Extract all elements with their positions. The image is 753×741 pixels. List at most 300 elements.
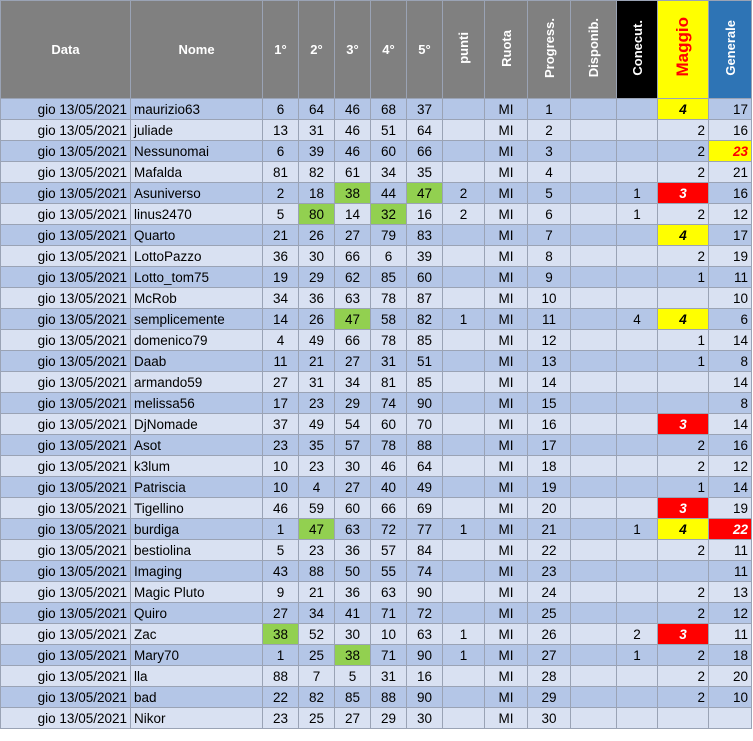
cell-name[interactable]: k3lum — [131, 456, 263, 477]
cell-punti[interactable] — [443, 477, 485, 498]
cell-number-1[interactable]: 23 — [263, 708, 299, 729]
cell-maggio[interactable] — [658, 708, 709, 729]
cell-number-3[interactable]: 30 — [335, 624, 371, 645]
cell-name[interactable]: burdiga — [131, 519, 263, 540]
cell-number-3[interactable]: 27 — [335, 477, 371, 498]
cell-name[interactable]: Quiro — [131, 603, 263, 624]
cell-punti[interactable] — [443, 246, 485, 267]
cell-ruota[interactable]: MI — [485, 99, 528, 120]
cell-disponib[interactable] — [571, 666, 617, 687]
cell-date[interactable]: gio 13/05/2021 — [1, 435, 131, 456]
cell-conecut[interactable] — [617, 288, 658, 309]
cell-number-1[interactable]: 6 — [263, 99, 299, 120]
cell-number-4[interactable]: 78 — [371, 288, 407, 309]
cell-conecut[interactable] — [617, 603, 658, 624]
cell-punti[interactable] — [443, 393, 485, 414]
cell-number-1[interactable]: 17 — [263, 393, 299, 414]
cell-number-4[interactable]: 68 — [371, 99, 407, 120]
cell-ruota[interactable]: MI — [485, 582, 528, 603]
cell-punti[interactable] — [443, 435, 485, 456]
cell-number-3[interactable]: 62 — [335, 267, 371, 288]
cell-number-4[interactable]: 63 — [371, 582, 407, 603]
cell-disponib[interactable] — [571, 267, 617, 288]
cell-number-1[interactable]: 4 — [263, 330, 299, 351]
cell-date[interactable]: gio 13/05/2021 — [1, 99, 131, 120]
cell-number-2[interactable]: 23 — [299, 393, 335, 414]
cell-generale[interactable]: 19 — [709, 246, 752, 267]
cell-ruota[interactable]: MI — [485, 246, 528, 267]
cell-number-5[interactable]: 74 — [407, 561, 443, 582]
cell-conecut[interactable] — [617, 540, 658, 561]
cell-progress[interactable]: 25 — [528, 603, 571, 624]
cell-number-5[interactable]: 51 — [407, 351, 443, 372]
cell-conecut[interactable] — [617, 435, 658, 456]
cell-conecut[interactable] — [617, 351, 658, 372]
cell-number-1[interactable]: 34 — [263, 288, 299, 309]
cell-number-3[interactable]: 63 — [335, 519, 371, 540]
cell-number-4[interactable]: 88 — [371, 687, 407, 708]
cell-date[interactable]: gio 13/05/2021 — [1, 225, 131, 246]
cell-disponib[interactable] — [571, 99, 617, 120]
cell-disponib[interactable] — [571, 309, 617, 330]
cell-disponib[interactable] — [571, 414, 617, 435]
cell-name[interactable]: Quarto — [131, 225, 263, 246]
cell-maggio[interactable]: 1 — [658, 477, 709, 498]
cell-number-2[interactable]: 21 — [299, 351, 335, 372]
header-generale[interactable] — [709, 1, 752, 99]
cell-number-2[interactable]: 30 — [299, 246, 335, 267]
cell-progress[interactable]: 29 — [528, 687, 571, 708]
cell-conecut[interactable]: 1 — [617, 519, 658, 540]
cell-date[interactable]: gio 13/05/2021 — [1, 414, 131, 435]
cell-ruota[interactable]: MI — [485, 183, 528, 204]
cell-number-2[interactable]: 4 — [299, 477, 335, 498]
cell-generale[interactable]: 20 — [709, 666, 752, 687]
header-n4[interactable]: 4° — [371, 1, 407, 99]
cell-generale[interactable]: 11 — [709, 540, 752, 561]
cell-ruota[interactable]: MI — [485, 225, 528, 246]
cell-number-2[interactable]: 36 — [299, 288, 335, 309]
cell-punti[interactable] — [443, 540, 485, 561]
cell-progress[interactable]: 22 — [528, 540, 571, 561]
cell-number-1[interactable]: 88 — [263, 666, 299, 687]
cell-number-1[interactable]: 36 — [263, 246, 299, 267]
cell-date[interactable]: gio 13/05/2021 — [1, 141, 131, 162]
cell-conecut[interactable] — [617, 120, 658, 141]
cell-number-3[interactable]: 85 — [335, 687, 371, 708]
cell-number-1[interactable]: 13 — [263, 120, 299, 141]
cell-name[interactable]: juliade — [131, 120, 263, 141]
cell-generale[interactable]: 22 — [709, 519, 752, 540]
cell-generale[interactable]: 8 — [709, 393, 752, 414]
cell-maggio[interactable]: 1 — [658, 351, 709, 372]
cell-progress[interactable]: 3 — [528, 141, 571, 162]
cell-number-1[interactable]: 37 — [263, 414, 299, 435]
cell-ruota[interactable]: MI — [485, 120, 528, 141]
cell-name[interactable]: bad — [131, 687, 263, 708]
cell-number-4[interactable]: 71 — [371, 603, 407, 624]
cell-date[interactable]: gio 13/05/2021 — [1, 477, 131, 498]
cell-number-1[interactable]: 11 — [263, 351, 299, 372]
cell-ruota[interactable]: MI — [485, 351, 528, 372]
cell-maggio[interactable]: 3 — [658, 414, 709, 435]
cell-number-2[interactable]: 39 — [299, 141, 335, 162]
cell-number-4[interactable]: 51 — [371, 120, 407, 141]
cell-generale[interactable]: 21 — [709, 162, 752, 183]
cell-name[interactable]: domenico79 — [131, 330, 263, 351]
cell-date[interactable]: gio 13/05/2021 — [1, 498, 131, 519]
cell-number-5[interactable]: 63 — [407, 624, 443, 645]
cell-progress[interactable]: 20 — [528, 498, 571, 519]
cell-number-5[interactable]: 90 — [407, 393, 443, 414]
cell-punti[interactable]: 2 — [443, 183, 485, 204]
cell-date[interactable]: gio 13/05/2021 — [1, 246, 131, 267]
cell-number-5[interactable]: 35 — [407, 162, 443, 183]
cell-number-2[interactable]: 23 — [299, 456, 335, 477]
cell-number-4[interactable]: 78 — [371, 435, 407, 456]
cell-punti[interactable] — [443, 372, 485, 393]
header-n5[interactable]: 5° — [407, 1, 443, 99]
cell-maggio[interactable] — [658, 288, 709, 309]
cell-number-3[interactable]: 27 — [335, 351, 371, 372]
cell-progress[interactable]: 13 — [528, 351, 571, 372]
cell-disponib[interactable] — [571, 582, 617, 603]
cell-number-5[interactable]: 60 — [407, 267, 443, 288]
cell-number-5[interactable]: 30 — [407, 708, 443, 729]
cell-number-1[interactable]: 9 — [263, 582, 299, 603]
cell-name[interactable]: linus2470 — [131, 204, 263, 225]
cell-number-2[interactable]: 59 — [299, 498, 335, 519]
cell-punti[interactable] — [443, 582, 485, 603]
header-n2[interactable]: 2° — [299, 1, 335, 99]
cell-conecut[interactable] — [617, 708, 658, 729]
cell-progress[interactable]: 12 — [528, 330, 571, 351]
cell-number-5[interactable]: 39 — [407, 246, 443, 267]
cell-disponib[interactable] — [571, 120, 617, 141]
cell-punti[interactable] — [443, 708, 485, 729]
cell-progress[interactable]: 9 — [528, 267, 571, 288]
cell-number-5[interactable]: 70 — [407, 414, 443, 435]
cell-ruota[interactable]: MI — [485, 393, 528, 414]
cell-number-5[interactable]: 83 — [407, 225, 443, 246]
cell-conecut[interactable] — [617, 330, 658, 351]
cell-maggio[interactable]: 1 — [658, 267, 709, 288]
cell-conecut[interactable]: 2 — [617, 624, 658, 645]
cell-maggio[interactable]: 3 — [658, 624, 709, 645]
cell-ruota[interactable]: MI — [485, 330, 528, 351]
cell-disponib[interactable] — [571, 162, 617, 183]
cell-disponib[interactable] — [571, 498, 617, 519]
cell-ruota[interactable]: MI — [485, 162, 528, 183]
cell-name[interactable]: Daab — [131, 351, 263, 372]
cell-maggio[interactable]: 2 — [658, 456, 709, 477]
cell-disponib[interactable] — [571, 372, 617, 393]
cell-generale[interactable]: 23 — [709, 141, 752, 162]
cell-number-4[interactable]: 34 — [371, 162, 407, 183]
cell-date[interactable]: gio 13/05/2021 — [1, 372, 131, 393]
cell-ruota[interactable]: MI — [485, 456, 528, 477]
cell-name[interactable]: Nikor — [131, 708, 263, 729]
cell-number-1[interactable]: 27 — [263, 603, 299, 624]
cell-generale[interactable]: 14 — [709, 330, 752, 351]
cell-punti[interactable] — [443, 99, 485, 120]
cell-name[interactable]: LottoPazzo — [131, 246, 263, 267]
cell-number-3[interactable]: 54 — [335, 414, 371, 435]
cell-number-3[interactable]: 66 — [335, 246, 371, 267]
header-n3[interactable]: 3° — [335, 1, 371, 99]
header-data[interactable]: Data — [1, 1, 131, 99]
cell-name[interactable]: Lotto_tom75 — [131, 267, 263, 288]
cell-maggio[interactable] — [658, 393, 709, 414]
header-punti[interactable] — [443, 1, 485, 99]
cell-number-2[interactable]: 31 — [299, 372, 335, 393]
cell-generale[interactable]: 10 — [709, 288, 752, 309]
cell-number-5[interactable]: 85 — [407, 372, 443, 393]
cell-maggio[interactable]: 2 — [658, 162, 709, 183]
cell-disponib[interactable] — [571, 204, 617, 225]
cell-generale[interactable]: 11 — [709, 561, 752, 582]
cell-name[interactable]: McRob — [131, 288, 263, 309]
cell-number-1[interactable]: 6 — [263, 141, 299, 162]
cell-ruota[interactable]: MI — [485, 519, 528, 540]
cell-number-3[interactable]: 36 — [335, 582, 371, 603]
header-progress[interactable] — [528, 1, 571, 99]
cell-maggio[interactable]: 1 — [658, 330, 709, 351]
cell-ruota[interactable]: MI — [485, 288, 528, 309]
cell-conecut[interactable] — [617, 162, 658, 183]
cell-disponib[interactable] — [571, 561, 617, 582]
cell-number-1[interactable]: 22 — [263, 687, 299, 708]
cell-date[interactable]: gio 13/05/2021 — [1, 393, 131, 414]
cell-number-1[interactable]: 10 — [263, 456, 299, 477]
cell-generale[interactable]: 16 — [709, 435, 752, 456]
cell-progress[interactable]: 23 — [528, 561, 571, 582]
cell-ruota[interactable]: MI — [485, 540, 528, 561]
cell-maggio[interactable]: 2 — [658, 435, 709, 456]
cell-date[interactable]: gio 13/05/2021 — [1, 330, 131, 351]
cell-conecut[interactable] — [617, 666, 658, 687]
cell-punti[interactable] — [443, 414, 485, 435]
cell-number-1[interactable]: 5 — [263, 204, 299, 225]
cell-conecut[interactable]: 1 — [617, 645, 658, 666]
cell-generale[interactable]: 17 — [709, 225, 752, 246]
cell-progress[interactable]: 27 — [528, 645, 571, 666]
cell-disponib[interactable] — [571, 645, 617, 666]
cell-number-4[interactable]: 81 — [371, 372, 407, 393]
cell-number-3[interactable]: 61 — [335, 162, 371, 183]
cell-ruota[interactable]: MI — [485, 624, 528, 645]
cell-ruota[interactable]: MI — [485, 204, 528, 225]
cell-progress[interactable]: 1 — [528, 99, 571, 120]
cell-generale[interactable] — [709, 708, 752, 729]
cell-date[interactable]: gio 13/05/2021 — [1, 183, 131, 204]
cell-number-5[interactable]: 16 — [407, 204, 443, 225]
cell-date[interactable]: gio 13/05/2021 — [1, 456, 131, 477]
cell-punti[interactable]: 2 — [443, 204, 485, 225]
cell-progress[interactable]: 5 — [528, 183, 571, 204]
cell-ruota[interactable]: MI — [485, 477, 528, 498]
cell-date[interactable]: gio 13/05/2021 — [1, 204, 131, 225]
cell-disponib[interactable] — [571, 540, 617, 561]
cell-generale[interactable]: 8 — [709, 351, 752, 372]
cell-number-4[interactable]: 71 — [371, 645, 407, 666]
cell-number-1[interactable]: 5 — [263, 540, 299, 561]
cell-number-3[interactable]: 46 — [335, 99, 371, 120]
cell-maggio[interactable]: 2 — [658, 540, 709, 561]
cell-number-4[interactable]: 10 — [371, 624, 407, 645]
cell-maggio[interactable]: 4 — [658, 99, 709, 120]
cell-maggio[interactable] — [658, 561, 709, 582]
cell-name[interactable]: DjNomade — [131, 414, 263, 435]
cell-ruota[interactable]: MI — [485, 603, 528, 624]
cell-number-4[interactable]: 85 — [371, 267, 407, 288]
cell-disponib[interactable] — [571, 330, 617, 351]
cell-number-2[interactable]: 47 — [299, 519, 335, 540]
cell-date[interactable]: gio 13/05/2021 — [1, 582, 131, 603]
cell-generale[interactable]: 16 — [709, 183, 752, 204]
cell-number-3[interactable]: 57 — [335, 435, 371, 456]
cell-name[interactable]: Patriscia — [131, 477, 263, 498]
cell-number-2[interactable]: 25 — [299, 708, 335, 729]
cell-generale[interactable]: 12 — [709, 603, 752, 624]
cell-maggio[interactable]: 2 — [658, 687, 709, 708]
cell-number-4[interactable]: 29 — [371, 708, 407, 729]
cell-date[interactable]: gio 13/05/2021 — [1, 561, 131, 582]
cell-number-4[interactable]: 79 — [371, 225, 407, 246]
cell-number-2[interactable]: 82 — [299, 687, 335, 708]
cell-conecut[interactable] — [617, 141, 658, 162]
cell-name[interactable]: Asot — [131, 435, 263, 456]
cell-maggio[interactable]: 2 — [658, 246, 709, 267]
cell-generale[interactable]: 14 — [709, 414, 752, 435]
cell-disponib[interactable] — [571, 687, 617, 708]
cell-number-1[interactable]: 81 — [263, 162, 299, 183]
cell-number-1[interactable]: 21 — [263, 225, 299, 246]
cell-progress[interactable]: 2 — [528, 120, 571, 141]
cell-conecut[interactable] — [617, 225, 658, 246]
cell-generale[interactable]: 19 — [709, 498, 752, 519]
cell-ruota[interactable]: MI — [485, 141, 528, 162]
cell-number-1[interactable]: 38 — [263, 624, 299, 645]
cell-number-3[interactable]: 29 — [335, 393, 371, 414]
cell-number-5[interactable]: 85 — [407, 330, 443, 351]
cell-conecut[interactable] — [617, 393, 658, 414]
cell-number-2[interactable]: 18 — [299, 183, 335, 204]
cell-number-5[interactable]: 47 — [407, 183, 443, 204]
cell-number-2[interactable]: 26 — [299, 225, 335, 246]
cell-disponib[interactable] — [571, 288, 617, 309]
cell-maggio[interactable] — [658, 372, 709, 393]
cell-ruota[interactable]: MI — [485, 372, 528, 393]
cell-ruota[interactable]: MI — [485, 435, 528, 456]
cell-disponib[interactable] — [571, 351, 617, 372]
cell-number-3[interactable]: 47 — [335, 309, 371, 330]
cell-number-3[interactable]: 27 — [335, 225, 371, 246]
cell-conecut[interactable]: 1 — [617, 183, 658, 204]
cell-number-5[interactable]: 69 — [407, 498, 443, 519]
cell-name[interactable]: Nessunomai — [131, 141, 263, 162]
cell-number-5[interactable]: 90 — [407, 687, 443, 708]
cell-progress[interactable]: 15 — [528, 393, 571, 414]
header-disponib[interactable] — [571, 1, 617, 99]
cell-ruota[interactable]: MI — [485, 498, 528, 519]
cell-maggio[interactable]: 4 — [658, 519, 709, 540]
cell-number-2[interactable]: 31 — [299, 120, 335, 141]
cell-number-3[interactable]: 66 — [335, 330, 371, 351]
cell-date[interactable]: gio 13/05/2021 — [1, 519, 131, 540]
header-n1[interactable]: 1° — [263, 1, 299, 99]
cell-ruota[interactable]: MI — [485, 309, 528, 330]
cell-progress[interactable]: 18 — [528, 456, 571, 477]
cell-conecut[interactable] — [617, 372, 658, 393]
cell-name[interactable]: lla — [131, 666, 263, 687]
cell-name[interactable]: Asuniverso — [131, 183, 263, 204]
cell-disponib[interactable] — [571, 246, 617, 267]
cell-number-3[interactable]: 41 — [335, 603, 371, 624]
cell-punti[interactable] — [443, 141, 485, 162]
cell-progress[interactable]: 19 — [528, 477, 571, 498]
cell-generale[interactable]: 16 — [709, 120, 752, 141]
cell-date[interactable]: gio 13/05/2021 — [1, 603, 131, 624]
cell-name[interactable]: armando59 — [131, 372, 263, 393]
cell-number-3[interactable]: 50 — [335, 561, 371, 582]
cell-number-4[interactable]: 66 — [371, 498, 407, 519]
cell-number-2[interactable]: 80 — [299, 204, 335, 225]
cell-number-2[interactable]: 35 — [299, 435, 335, 456]
cell-date[interactable]: gio 13/05/2021 — [1, 708, 131, 729]
cell-number-3[interactable]: 38 — [335, 183, 371, 204]
cell-conecut[interactable] — [617, 414, 658, 435]
cell-disponib[interactable] — [571, 141, 617, 162]
cell-maggio[interactable]: 2 — [658, 582, 709, 603]
cell-number-5[interactable]: 64 — [407, 120, 443, 141]
cell-punti[interactable] — [443, 288, 485, 309]
cell-generale[interactable]: 12 — [709, 204, 752, 225]
cell-disponib[interactable] — [571, 225, 617, 246]
cell-maggio[interactable]: 2 — [658, 603, 709, 624]
cell-number-4[interactable]: 31 — [371, 351, 407, 372]
cell-number-5[interactable]: 64 — [407, 456, 443, 477]
cell-number-2[interactable]: 7 — [299, 666, 335, 687]
cell-number-5[interactable]: 66 — [407, 141, 443, 162]
cell-number-4[interactable]: 74 — [371, 393, 407, 414]
cell-progress[interactable]: 21 — [528, 519, 571, 540]
cell-disponib[interactable] — [571, 708, 617, 729]
cell-disponib[interactable] — [571, 624, 617, 645]
cell-number-5[interactable]: 16 — [407, 666, 443, 687]
cell-punti[interactable] — [443, 498, 485, 519]
cell-date[interactable]: gio 13/05/2021 — [1, 267, 131, 288]
cell-progress[interactable]: 10 — [528, 288, 571, 309]
cell-number-4[interactable]: 60 — [371, 141, 407, 162]
cell-number-3[interactable]: 14 — [335, 204, 371, 225]
cell-number-5[interactable]: 87 — [407, 288, 443, 309]
cell-number-1[interactable]: 43 — [263, 561, 299, 582]
cell-maggio[interactable]: 3 — [658, 183, 709, 204]
cell-number-2[interactable]: 49 — [299, 414, 335, 435]
cell-conecut[interactable] — [617, 477, 658, 498]
cell-number-5[interactable]: 90 — [407, 582, 443, 603]
cell-number-1[interactable]: 1 — [263, 519, 299, 540]
cell-number-3[interactable]: 46 — [335, 120, 371, 141]
cell-number-5[interactable]: 84 — [407, 540, 443, 561]
cell-conecut[interactable] — [617, 687, 658, 708]
cell-number-2[interactable]: 29 — [299, 267, 335, 288]
cell-number-5[interactable]: 77 — [407, 519, 443, 540]
cell-disponib[interactable] — [571, 477, 617, 498]
cell-generale[interactable]: 12 — [709, 456, 752, 477]
cell-number-5[interactable]: 37 — [407, 99, 443, 120]
